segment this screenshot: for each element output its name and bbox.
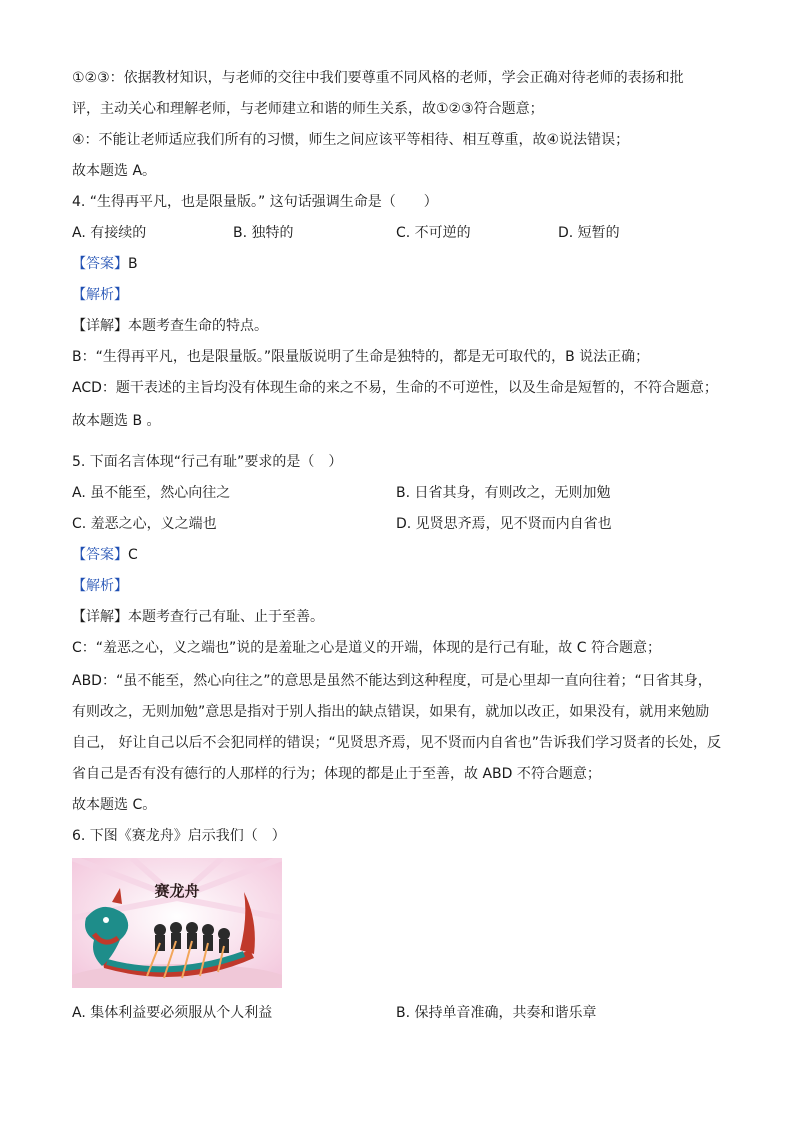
q5-detail	[72, 607, 732, 627]
detail-text: 本题考查生命的特点。	[128, 318, 268, 334]
q6-option-b: B. 保持单音准确，共奏和谐乐章	[396, 1005, 597, 1021]
q5-explanation: 故本题选 C。	[72, 797, 157, 813]
text-line: ①②③：依据教材知识，与老师的交往中我们要尊重不同风格的老师，学会正确对待老师的表扬和批	[72, 70, 684, 86]
analysis-tag: 【解析】	[72, 287, 128, 303]
q5-explanation: C：“羞恶之心，义之端也”说的是羞耻之心是道义的开端，体现的是行己有耻，故 C 符合题意；	[72, 640, 661, 656]
analysis-tag: 【解析】	[72, 578, 128, 594]
q5-option-b: B. 日省其身，有则改之，无则加勉	[396, 485, 611, 501]
text-line: 评，主动关心和理解老师，与老师建立和谐的师生关系，故①②③符合题意；	[72, 101, 544, 117]
q4-option-a: A. 有接续的	[72, 225, 147, 241]
text-line: 故本题选 A。	[72, 163, 157, 179]
q5-explanation: 自己， 好让自己以后不会犯同样的错误；“见贤思齐焉，见不贤而内自省也”告诉我们学习贤者的长处，反	[72, 735, 721, 751]
question-4-stem: 4. “生得再平凡，也是限量版。” 这句话强调生命是（ ）	[72, 194, 438, 210]
q4-explanation: 故本题选 B 。	[72, 413, 161, 429]
answer-value: B	[128, 256, 138, 272]
question-5-stem: 5. 下面名言体现“行己有耻”要求的是（ ）	[72, 454, 343, 470]
question-6-stem: 6. 下图《赛龙舟》启示我们（ ）	[72, 828, 286, 844]
q5-explanation: 省自己是否有没有德行的人那样的行为；体现的都是止于至善，故 ABD 不符合题意；	[72, 766, 601, 782]
dragon-boat-image	[72, 858, 282, 988]
q5-option-c: C. 羞恶之心，义之端也	[72, 516, 217, 532]
dragon-boat-illustration	[72, 858, 282, 988]
detail-tag: 【详解】	[72, 318, 128, 334]
q4-analysis-tag	[72, 285, 732, 305]
q5-option-a: A. 虽不能至，然心向往之	[72, 485, 231, 501]
q4-option-b: B. 独特的	[233, 225, 294, 241]
q4-detail	[72, 316, 732, 336]
answer-value: C	[128, 547, 138, 563]
q4-explanation: B：“生得再平凡，也是限量版。”限量版说明了生命是独特的，都是无可取代的，B 说法正确；	[72, 349, 650, 365]
q4-option-d: D. 短暂的	[558, 225, 620, 241]
text-line: ④：不能让老师适应我们所有的习惯，师生之间应该平等相待、相互尊重，故④说法错误；	[72, 132, 630, 148]
detail-text: 本题考查行己有耻、止于至善。	[128, 609, 324, 625]
answer-tag: 【答案】	[72, 256, 128, 272]
q4-explanation: ACD：题干表述的主旨均没有体现生命的来之不易，生命的不可逆性，以及生命是短暂的，不符合题意；	[72, 380, 718, 396]
q6-option-a: A. 集体利益要必须服从个人利益	[72, 1005, 273, 1021]
q5-answer	[72, 545, 732, 565]
detail-tag: 【详解】	[72, 609, 128, 625]
q5-explanation: ABD：“虽不能至，然心向往之”的意思是虽然不能达到这种程度，可是心里却一直向往着；“日省其身，	[72, 673, 712, 689]
q5-explanation: 有则改之，无则加勉”意思是指对于别人指出的缺点错误，如果有，就加以改正，如果没有，就用来勉励	[72, 704, 710, 720]
figure-title: 赛龙舟	[154, 882, 200, 900]
q4-option-c: C. 不可逆的	[396, 225, 471, 241]
q5-analysis-tag	[72, 576, 732, 596]
q5-option-d: D. 见贤思齐焉，见不贤而内自省也	[396, 516, 612, 532]
q4-answer	[72, 254, 732, 274]
answer-tag: 【答案】	[72, 547, 128, 563]
